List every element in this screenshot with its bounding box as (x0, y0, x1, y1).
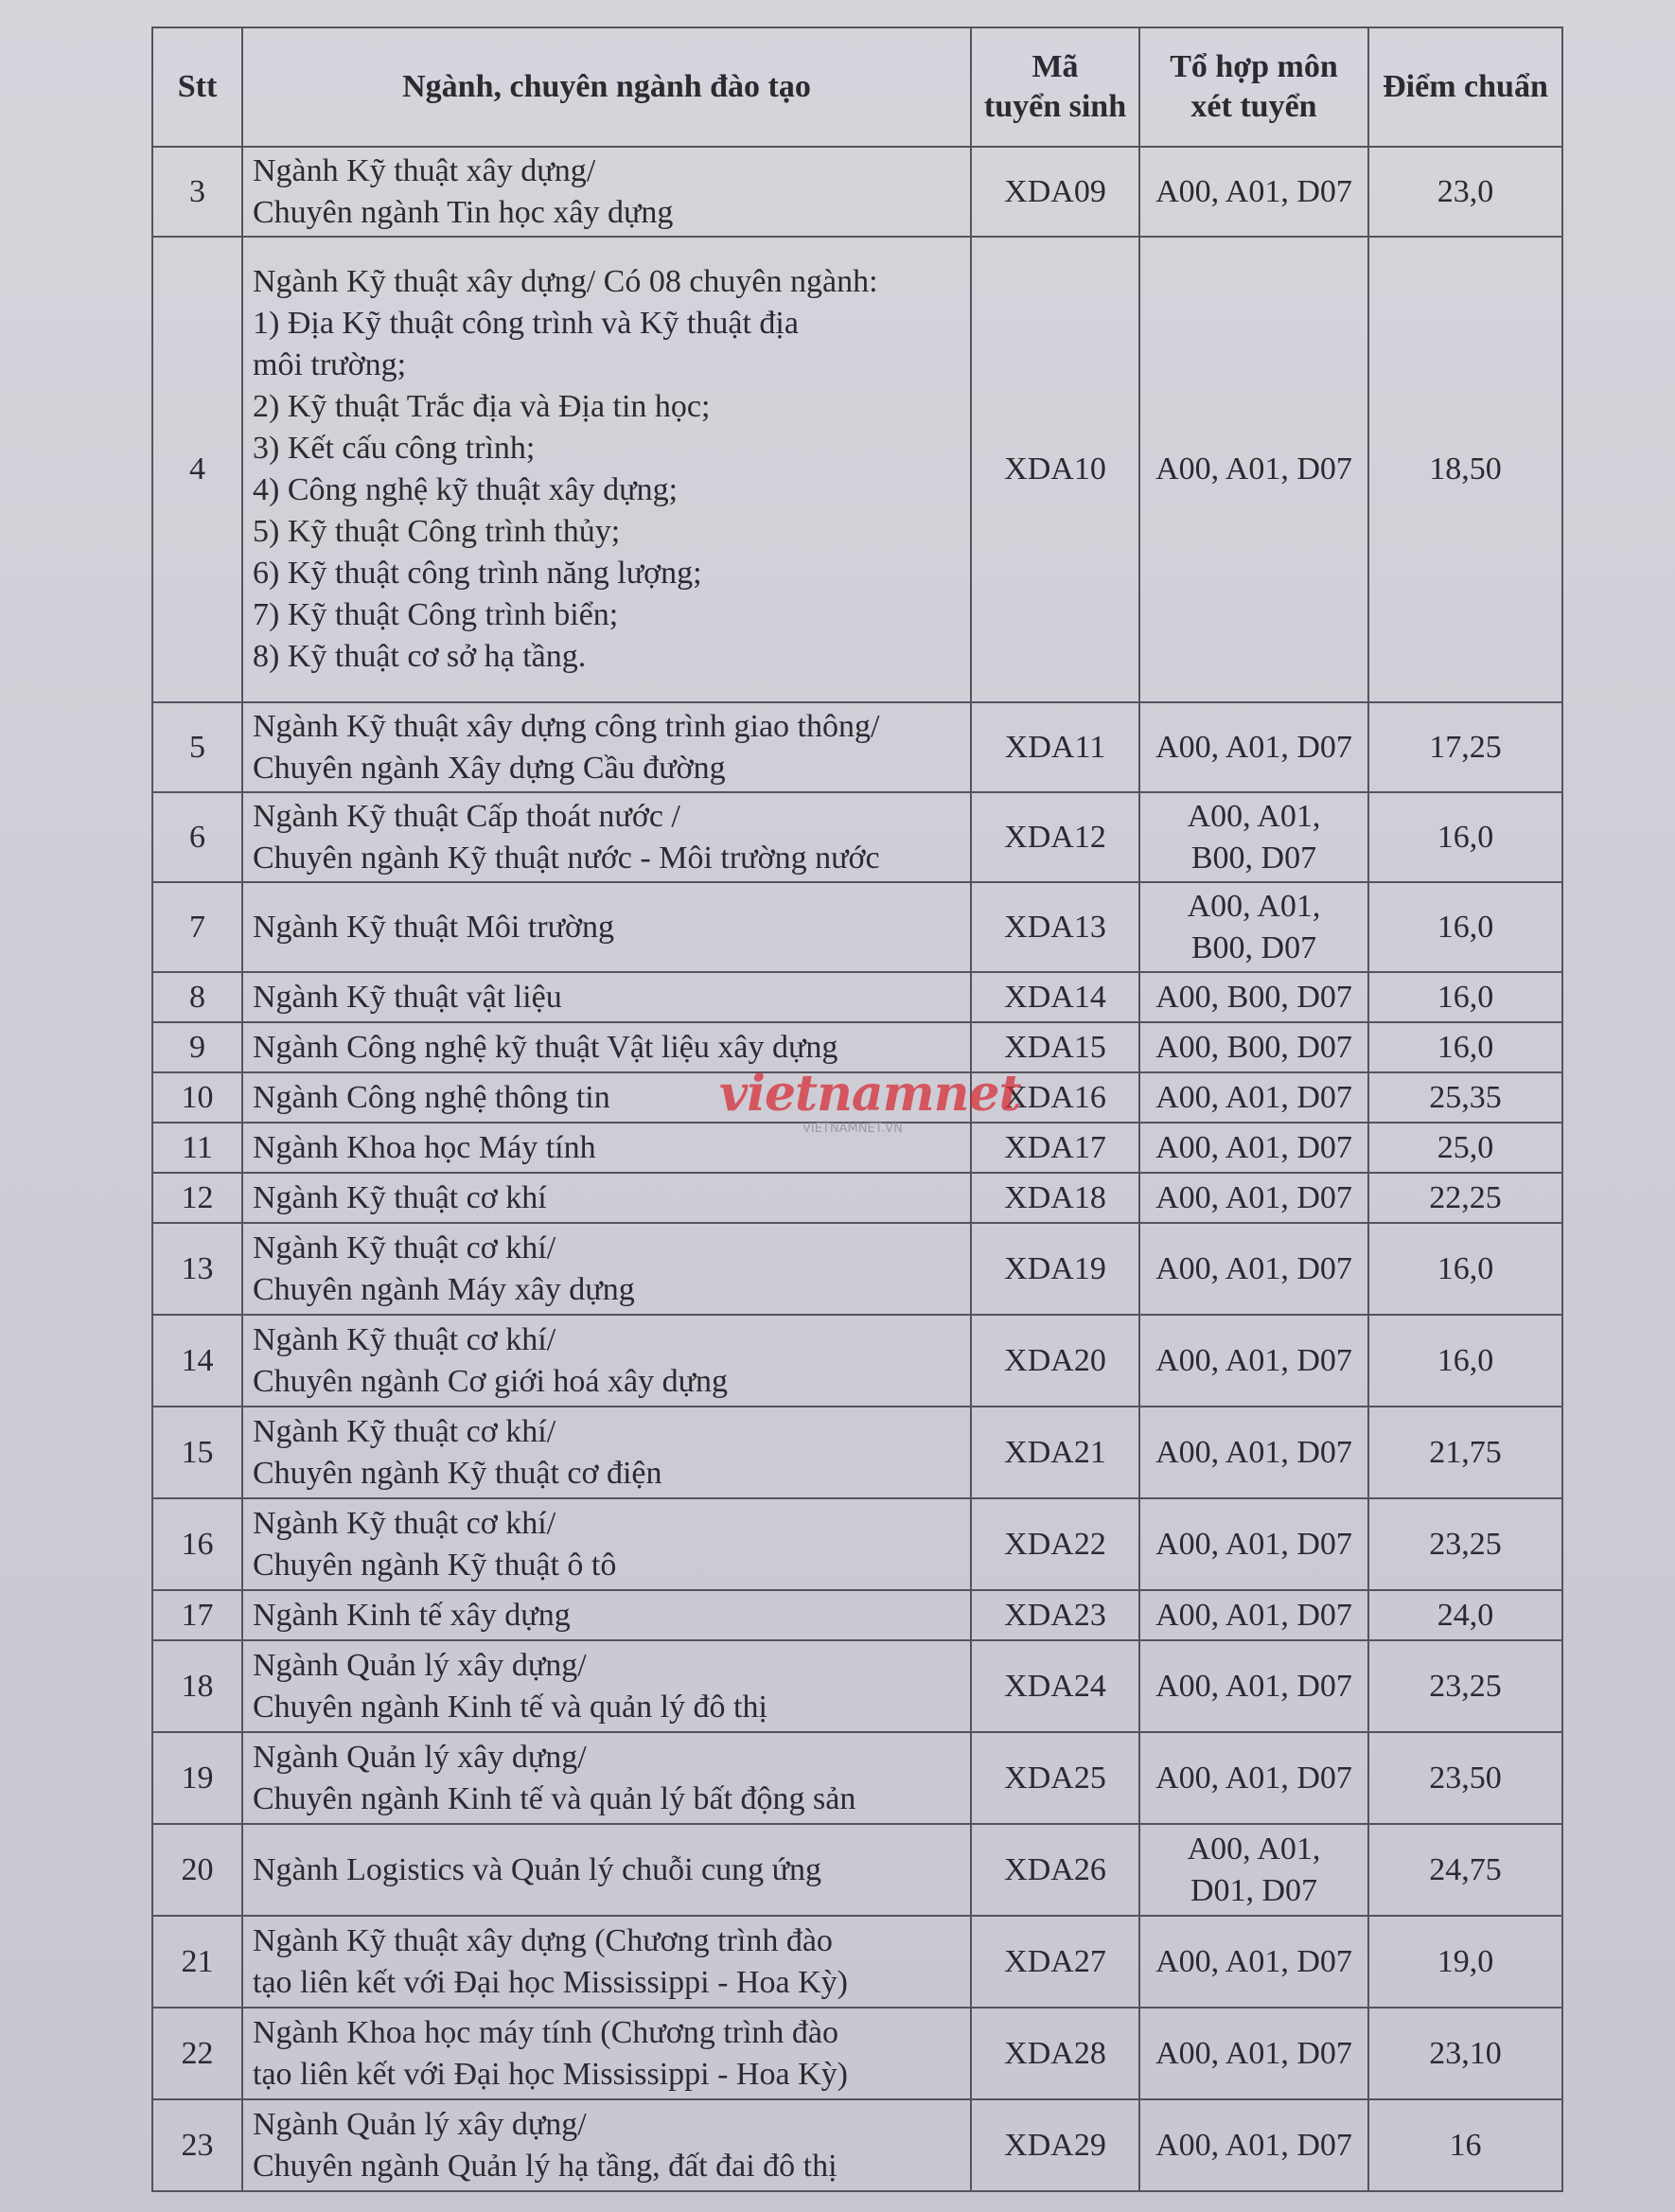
cell-program-name (242, 1315, 971, 1407)
cell-stt: 5 (152, 702, 242, 792)
cell-subject-combination (1139, 1173, 1368, 1223)
table-row (152, 1640, 1562, 1732)
cell-benchmark-score: 16,0 (1368, 1315, 1562, 1407)
cell-benchmark-score: 17,25 (1368, 702, 1562, 792)
header-name: Ngành, chuyên ngành đào tạo (242, 27, 971, 147)
cell-subject-combination (1139, 1407, 1368, 1498)
cell-program-name (242, 792, 971, 882)
cell-admission-code: XDA26 (971, 1824, 1139, 1916)
cell-program-name-line: Ngành Kỹ thuật Cấp thoát nước / (253, 798, 680, 834)
cell-subject-combination (1139, 2099, 1368, 2191)
table-row (152, 702, 1562, 792)
cell-admission-code: XDA18 (971, 1173, 1139, 1223)
cell-subject-combination-line: A00, A01, D07 (1155, 1526, 1352, 1562)
cell-program-name-line: Ngành Khoa học Máy tính (253, 1129, 596, 1165)
table-row (152, 1315, 1562, 1407)
table-row (152, 972, 1562, 1022)
cell-program-name-line: Chuyên ngành Máy xây dựng (253, 1271, 635, 1307)
cell-program-name (242, 1123, 971, 1173)
header-score: Điểm chuẩn (1368, 27, 1562, 147)
cell-program-name-line: Ngành Quản lý xây dựng/ (253, 1647, 587, 1683)
cell-program-name-line: Chuyên ngành Kỹ thuật nước - Môi trường nước (253, 840, 880, 876)
cell-program-name-line: Chuyên ngành Cơ giới hoá xây dựng (253, 1363, 728, 1399)
cell-benchmark-score: 23,50 (1368, 1732, 1562, 1824)
table-row (152, 1498, 1562, 1590)
cell-subject-combination-line: A00, B00, D07 (1155, 1029, 1352, 1065)
cell-benchmark-score: 25,0 (1368, 1123, 1562, 1173)
cell-program-name-line: Ngành Kỹ thuật vật liệu (253, 979, 562, 1015)
cell-subject-combination (1139, 792, 1368, 882)
table-row (152, 1173, 1562, 1223)
cell-admission-code: XDA17 (971, 1123, 1139, 1173)
cell-admission-code: XDA23 (971, 1590, 1139, 1640)
cell-program-name-line: Ngành Kỹ thuật xây dựng (Chương trình đào (253, 1922, 833, 1958)
cell-program-name-line: 6) Kỹ thuật công trình năng lượng; (253, 556, 702, 591)
cell-stt: 21 (152, 1916, 242, 2008)
cell-subject-combination (1139, 1315, 1368, 1407)
header-combo (1139, 27, 1368, 147)
cell-program-name (242, 1072, 971, 1123)
cell-program-name-line: Ngành Kỹ thuật xây dựng/ Có 08 chuyên ngành: (253, 264, 878, 299)
admission-score-table (151, 27, 1563, 2192)
watermark-logo-text: vietnamnet (719, 1065, 1021, 1123)
table-row (152, 2099, 1562, 2191)
cell-program-name (242, 2099, 971, 2191)
cell-subject-combination-line: A00, A01, (1187, 798, 1321, 834)
cell-benchmark-score: 16,0 (1368, 882, 1562, 972)
cell-program-name-line: Ngành Công nghệ kỹ thuật Vật liệu xây dựng (253, 1029, 838, 1065)
cell-program-name (242, 1824, 971, 1916)
cell-program-name-line: Ngành Kỹ thuật cơ khí (253, 1179, 547, 1215)
cell-program-name-line: môi trường; (253, 347, 407, 382)
cell-program-name-line: Chuyên ngành Xây dựng Cầu đường (253, 750, 726, 786)
cell-admission-code: XDA21 (971, 1407, 1139, 1498)
cell-subject-combination-line: A00, A01, D07 (1155, 1597, 1352, 1633)
cell-stt: 23 (152, 2099, 242, 2191)
cell-program-name-line: 4) Công nghệ kỹ thuật xây dựng; (253, 472, 679, 507)
cell-subject-combination-line: A00, A01, D07 (1155, 729, 1352, 765)
cell-program-name-line: Ngành Kỹ thuật xây dựng công trình giao thông/ (253, 708, 880, 744)
cell-stt: 7 (152, 882, 242, 972)
cell-program-name-line: Ngành Kỹ thuật Môi trường (253, 909, 615, 945)
cell-program-name-line: Chuyên ngành Kỹ thuật ô tô (253, 1547, 617, 1583)
cell-program-name-line: 5) Kỹ thuật Công trình thủy; (253, 514, 621, 549)
cell-program-name-line: Ngành Kỹ thuật cơ khí/ (253, 1505, 556, 1541)
cell-benchmark-score: 16,0 (1368, 1223, 1562, 1315)
cell-subject-combination-line: A00, A01, D07 (1155, 1250, 1352, 1286)
cell-program-name-line: Ngành Logistics và Quản lý chuỗi cung ứng (253, 1851, 822, 1887)
watermark-site-text: VIETNAMNET.VN (802, 1122, 903, 1136)
cell-stt: 3 (152, 147, 242, 237)
cell-benchmark-score: 23,0 (1368, 147, 1562, 237)
cell-program-name-line: 7) Kỹ thuật Công trình biển; (253, 597, 619, 632)
cell-stt: 14 (152, 1315, 242, 1407)
cell-subject-combination (1139, 2008, 1368, 2099)
cell-benchmark-score: 16 (1368, 2099, 1562, 2191)
cell-subject-combination-line: A00, A01, D07 (1155, 1760, 1352, 1796)
cell-benchmark-score: 24,0 (1368, 1590, 1562, 1640)
cell-subject-combination-line: A00, A01, D07 (1155, 1943, 1352, 1979)
header-code-line2: tuyển sinh (983, 89, 1127, 124)
cell-stt: 8 (152, 972, 242, 1022)
cell-benchmark-score: 19,0 (1368, 1916, 1562, 2008)
cell-subject-combination (1139, 1498, 1368, 1590)
table-row (152, 1072, 1562, 1123)
cell-admission-code: XDA27 (971, 1916, 1139, 2008)
cell-subject-combination-line: D01, D07 (1190, 1872, 1318, 1908)
cell-program-name (242, 702, 971, 792)
cell-benchmark-score: 16,0 (1368, 972, 1562, 1022)
cell-stt: 17 (152, 1590, 242, 1640)
cell-stt: 18 (152, 1640, 242, 1732)
cell-stt: 22 (152, 2008, 242, 2099)
cell-admission-code: XDA20 (971, 1315, 1139, 1407)
cell-benchmark-score: 23,10 (1368, 2008, 1562, 2099)
cell-admission-code: XDA13 (971, 882, 1139, 972)
cell-stt: 10 (152, 1072, 242, 1123)
cell-program-name (242, 1173, 971, 1223)
cell-program-name-line: Ngành Khoa học máy tính (Chương trình đào (253, 2014, 839, 2050)
cell-program-name-line: Chuyên ngành Quản lý hạ tầng, đất đai đô thị (253, 2148, 838, 2184)
header-code-line1: Mã (1031, 49, 1079, 84)
cell-subject-combination-line: A00, A01, D07 (1155, 173, 1352, 209)
cell-benchmark-score: 16,0 (1368, 1022, 1562, 1072)
cell-stt: 12 (152, 1173, 242, 1223)
cell-admission-code: XDA25 (971, 1732, 1139, 1824)
cell-subject-combination-line: A00, A01, D07 (1155, 1179, 1352, 1215)
cell-program-name-line: Ngành Kinh tế xây dựng (253, 1597, 571, 1633)
cell-subject-combination (1139, 1824, 1368, 1916)
cell-subject-combination-line: A00, B00, D07 (1155, 979, 1352, 1015)
table-row (152, 2008, 1562, 2099)
cell-subject-combination (1139, 1072, 1368, 1123)
cell-subject-combination (1139, 1732, 1368, 1824)
header-combo-line1: Tổ hợp môn (1170, 49, 1338, 84)
cell-subject-combination (1139, 1223, 1368, 1315)
cell-subject-combination (1139, 1640, 1368, 1732)
cell-program-name (242, 1022, 971, 1072)
cell-benchmark-score: 23,25 (1368, 1640, 1562, 1732)
cell-subject-combination-line: A00, A01, D07 (1155, 1434, 1352, 1470)
cell-program-name (242, 1498, 971, 1590)
table-row (152, 1916, 1562, 2008)
cell-subject-combination-line: A00, A01, D07 (1155, 2035, 1352, 2071)
cell-program-name-line: Ngành Quản lý xây dựng/ (253, 1739, 587, 1775)
cell-subject-combination (1139, 972, 1368, 1022)
cell-program-name-line: Ngành Kỹ thuật cơ khí/ (253, 1413, 556, 1449)
cell-stt: 11 (152, 1123, 242, 1173)
cell-subject-combination (1139, 237, 1368, 702)
cell-program-name-line: Ngành Công nghệ thông tin (253, 1079, 610, 1115)
cell-program-name-line: Chuyên ngành Kinh tế và quản lý bất động sản (253, 1780, 856, 1816)
cell-subject-combination-line: A00, A01, D07 (1155, 1342, 1352, 1378)
cell-benchmark-score: 22,25 (1368, 1173, 1562, 1223)
cell-subject-combination (1139, 702, 1368, 792)
cell-admission-code: XDA10 (971, 237, 1139, 702)
cell-admission-code: XDA14 (971, 972, 1139, 1022)
cell-subject-combination-line: A00, A01, D07 (1155, 1668, 1352, 1704)
header-stt: Stt (152, 27, 242, 147)
cell-stt: 13 (152, 1223, 242, 1315)
cell-program-name-line: Ngành Quản lý xây dựng/ (253, 2106, 587, 2142)
cell-program-name-line: 8) Kỹ thuật cơ sở hạ tầng. (253, 639, 587, 674)
cell-subject-combination (1139, 1123, 1368, 1173)
cell-program-name-line: tạo liên kết với Đại học Mississippi - Hoa Kỳ) (253, 2056, 848, 2092)
cell-subject-combination (1139, 1916, 1368, 2008)
cell-admission-code: XDA16 (971, 1072, 1139, 1123)
table-row (152, 792, 1562, 882)
table-row (152, 1123, 1562, 1173)
cell-benchmark-score: 18,50 (1368, 237, 1562, 702)
cell-admission-code: XDA22 (971, 1498, 1139, 1590)
cell-admission-code: XDA29 (971, 2099, 1139, 2191)
cell-program-name (242, 972, 971, 1022)
cell-program-name (242, 237, 971, 702)
table-row (152, 882, 1562, 972)
cell-program-name (242, 1732, 971, 1824)
cell-subject-combination (1139, 147, 1368, 237)
cell-subject-combination-line: A00, A01, D07 (1155, 1079, 1352, 1115)
cell-program-name (242, 1223, 971, 1315)
cell-subject-combination-line: A00, A01, (1187, 888, 1321, 924)
cell-subject-combination-line: A00, A01, (1187, 1831, 1321, 1867)
cell-admission-code: XDA09 (971, 147, 1139, 237)
cell-subject-combination-line: B00, D07 (1190, 840, 1317, 876)
cell-program-name-line: Chuyên ngành Kinh tế và quản lý đô thị (253, 1689, 767, 1725)
table-row (152, 1824, 1562, 1916)
cell-stt: 19 (152, 1732, 242, 1824)
cell-subject-combination (1139, 1590, 1368, 1640)
cell-program-name (242, 1590, 971, 1640)
cell-subject-combination-line: B00, D07 (1190, 929, 1317, 965)
cell-program-name-line: 1) Địa Kỹ thuật công trình và Kỹ thuật địa (253, 306, 799, 341)
table-row (152, 1732, 1562, 1824)
cell-benchmark-score: 23,25 (1368, 1498, 1562, 1590)
cell-stt: 4 (152, 237, 242, 702)
cell-program-name-line: tạo liên kết với Đại học Mississippi - Hoa Kỳ) (253, 1964, 848, 2000)
cell-admission-code: XDA11 (971, 702, 1139, 792)
cell-program-name (242, 1640, 971, 1732)
cell-stt: 20 (152, 1824, 242, 1916)
table-row (152, 147, 1562, 237)
cell-program-name (242, 1407, 971, 1498)
cell-program-name-line: Chuyên ngành Kỹ thuật cơ điện (253, 1455, 662, 1491)
cell-stt: 9 (152, 1022, 242, 1072)
cell-benchmark-score: 25,35 (1368, 1072, 1562, 1123)
table-row (152, 1022, 1562, 1072)
cell-program-name (242, 1916, 971, 2008)
cell-subject-combination (1139, 1022, 1368, 1072)
table-row (152, 1590, 1562, 1640)
table-row (152, 1407, 1562, 1498)
cell-program-name-line: Chuyên ngành Tin học xây dựng (253, 194, 674, 230)
header-code (971, 27, 1139, 147)
cell-subject-combination (1139, 882, 1368, 972)
cell-program-name (242, 2008, 971, 2099)
cell-admission-code: XDA24 (971, 1640, 1139, 1732)
table-row (152, 1223, 1562, 1315)
cell-subject-combination-line: A00, A01, D07 (1155, 1129, 1352, 1165)
cell-admission-code: XDA19 (971, 1223, 1139, 1315)
cell-program-name-line: Ngành Kỹ thuật cơ khí/ (253, 1321, 556, 1357)
cell-program-name-line: Ngành Kỹ thuật cơ khí/ (253, 1230, 556, 1265)
cell-program-name-line: Ngành Kỹ thuật xây dựng/ (253, 152, 596, 188)
cell-subject-combination-line: A00, A01, D07 (1155, 2127, 1352, 2163)
cell-subject-combination-line: A00, A01, D07 (1155, 451, 1352, 487)
cell-program-name-line: 2) Kỹ thuật Trắc địa và Địa tin học; (253, 389, 711, 424)
cell-program-name (242, 882, 971, 972)
header-combo-line2: xét tuyển (1190, 89, 1317, 124)
cell-admission-code: XDA12 (971, 792, 1139, 882)
table-row (152, 237, 1562, 702)
cell-stt: 16 (152, 1498, 242, 1590)
cell-admission-code: XDA28 (971, 2008, 1139, 2099)
cell-program-name-line: 3) Kết cấu công trình; (253, 431, 536, 466)
cell-benchmark-score: 16,0 (1368, 792, 1562, 882)
table-body (152, 147, 1562, 2191)
cell-benchmark-score: 21,75 (1368, 1407, 1562, 1498)
cell-stt: 6 (152, 792, 242, 882)
table-header-row (152, 27, 1562, 147)
cell-admission-code: XDA15 (971, 1022, 1139, 1072)
cell-program-name (242, 147, 971, 237)
cell-benchmark-score: 24,75 (1368, 1824, 1562, 1916)
cell-stt: 15 (152, 1407, 242, 1498)
